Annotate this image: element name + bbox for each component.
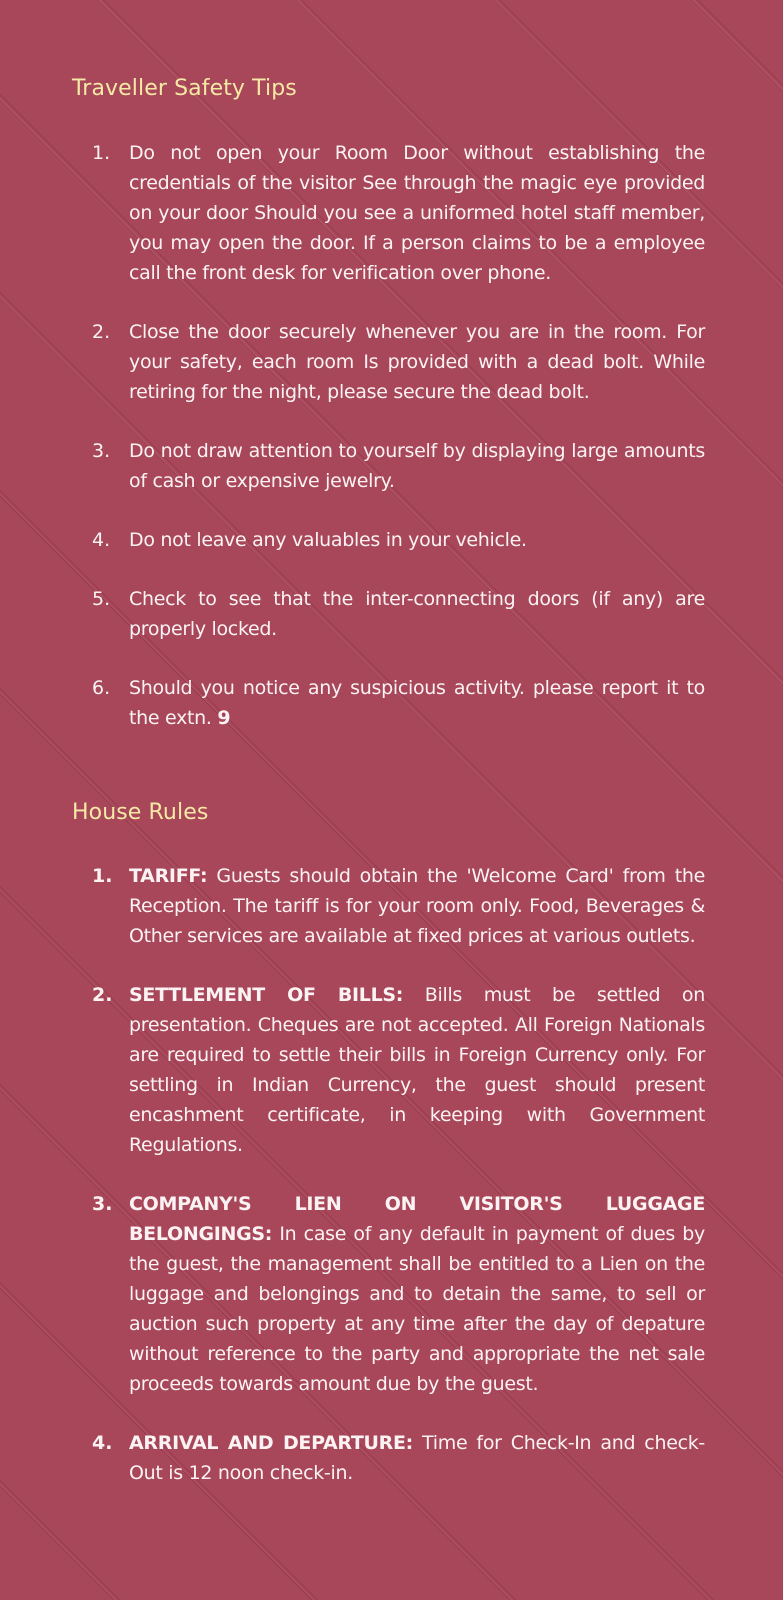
item-number: 2. [92, 321, 111, 343]
item-number: 1. [92, 142, 111, 164]
item-text: Check to see that the inter-connecting doors (if any) are properly locked. [129, 588, 705, 640]
item-number: 1. [92, 865, 113, 887]
rule-body: Guests should obtain the 'Welcome Card' from the Reception. The tariff is for your room only. Food, Beverages & Other services are available at fixed prices at various outlets. [129, 865, 705, 947]
list-item [88, 525, 705, 555]
list-item [88, 673, 705, 733]
list-item [88, 138, 705, 288]
rule-label: COMPANY'S LIEN ON VISITOR'S LUGGAGE BELONGINGS: [129, 1193, 705, 1245]
list-item [88, 1428, 705, 1488]
item-text [129, 861, 705, 951]
rule-label: SETTLEMENT OF BILLS: [129, 984, 404, 1006]
list-item [88, 436, 705, 496]
rule-body: In case of any default in payment of dues by the guest, the management shall be entitled to a Lien on the luggage and belongings and to detain the same, to sell or auction such property at any time after the day of depature without reference to the party and appropriate the net sale proceeds towards amount due by the guest. [129, 1223, 705, 1395]
item-number: 4. [92, 1432, 113, 1454]
item-number: 3. [92, 440, 111, 462]
safety-tips-heading: Traveller Safety Tips [72, 76, 297, 101]
rule-body: Time for Check-In and check-Out is 12 noon check-in. [129, 1432, 705, 1484]
list-item [88, 861, 705, 951]
item-text: Do not leave any valuables in your vehicle. [129, 529, 527, 551]
item-text: Do not draw attention to yourself by displaying large amounts of cash or expensive jewelry. [129, 440, 705, 492]
item-number: 6. [92, 677, 111, 699]
list-item [88, 584, 705, 644]
item-text [129, 1428, 705, 1488]
item-number: 5. [92, 588, 111, 610]
house-rules-list [88, 861, 705, 1488]
extension-number: 9 [217, 707, 231, 729]
rule-label: ARRIVAL AND DEPARTURE: [129, 1432, 413, 1454]
item-text [129, 673, 705, 733]
item-text-body: Should you notice any suspicious activity. please report it to the extn. [129, 677, 705, 729]
item-text: Close the door securely whenever you are in the room. For your safety, each room Is provided with a dead bolt. While retiring for the night, please secure the dead bolt. [129, 321, 705, 403]
list-item [88, 980, 705, 1160]
item-text [129, 980, 705, 1160]
item-number: 2. [92, 984, 113, 1006]
item-number: 4. [92, 529, 111, 551]
safety-tips-list [88, 138, 705, 733]
rule-body: Bills must be settled on presentation. Cheques are not accepted. All Foreign Nationals are required to settle their bills in Foreign Currency only. For settling in Indian Currency, the guest should present encashment certificate, in keeping with Government Regulations. [129, 984, 705, 1156]
item-text [129, 1189, 705, 1399]
rule-label: TARIFF: [129, 865, 208, 887]
list-item [88, 1189, 705, 1399]
item-number: 3. [92, 1193, 113, 1215]
list-item [88, 317, 705, 407]
item-text: Do not open your Room Door without establishing the credentials of the visitor See through the magic eye provided on your door Should you see a uniformed hotel staff member, you may open the door. If a person claims to be a employee call the front desk for verification over phone. [129, 142, 705, 284]
house-rules-heading: House Rules [72, 800, 209, 825]
